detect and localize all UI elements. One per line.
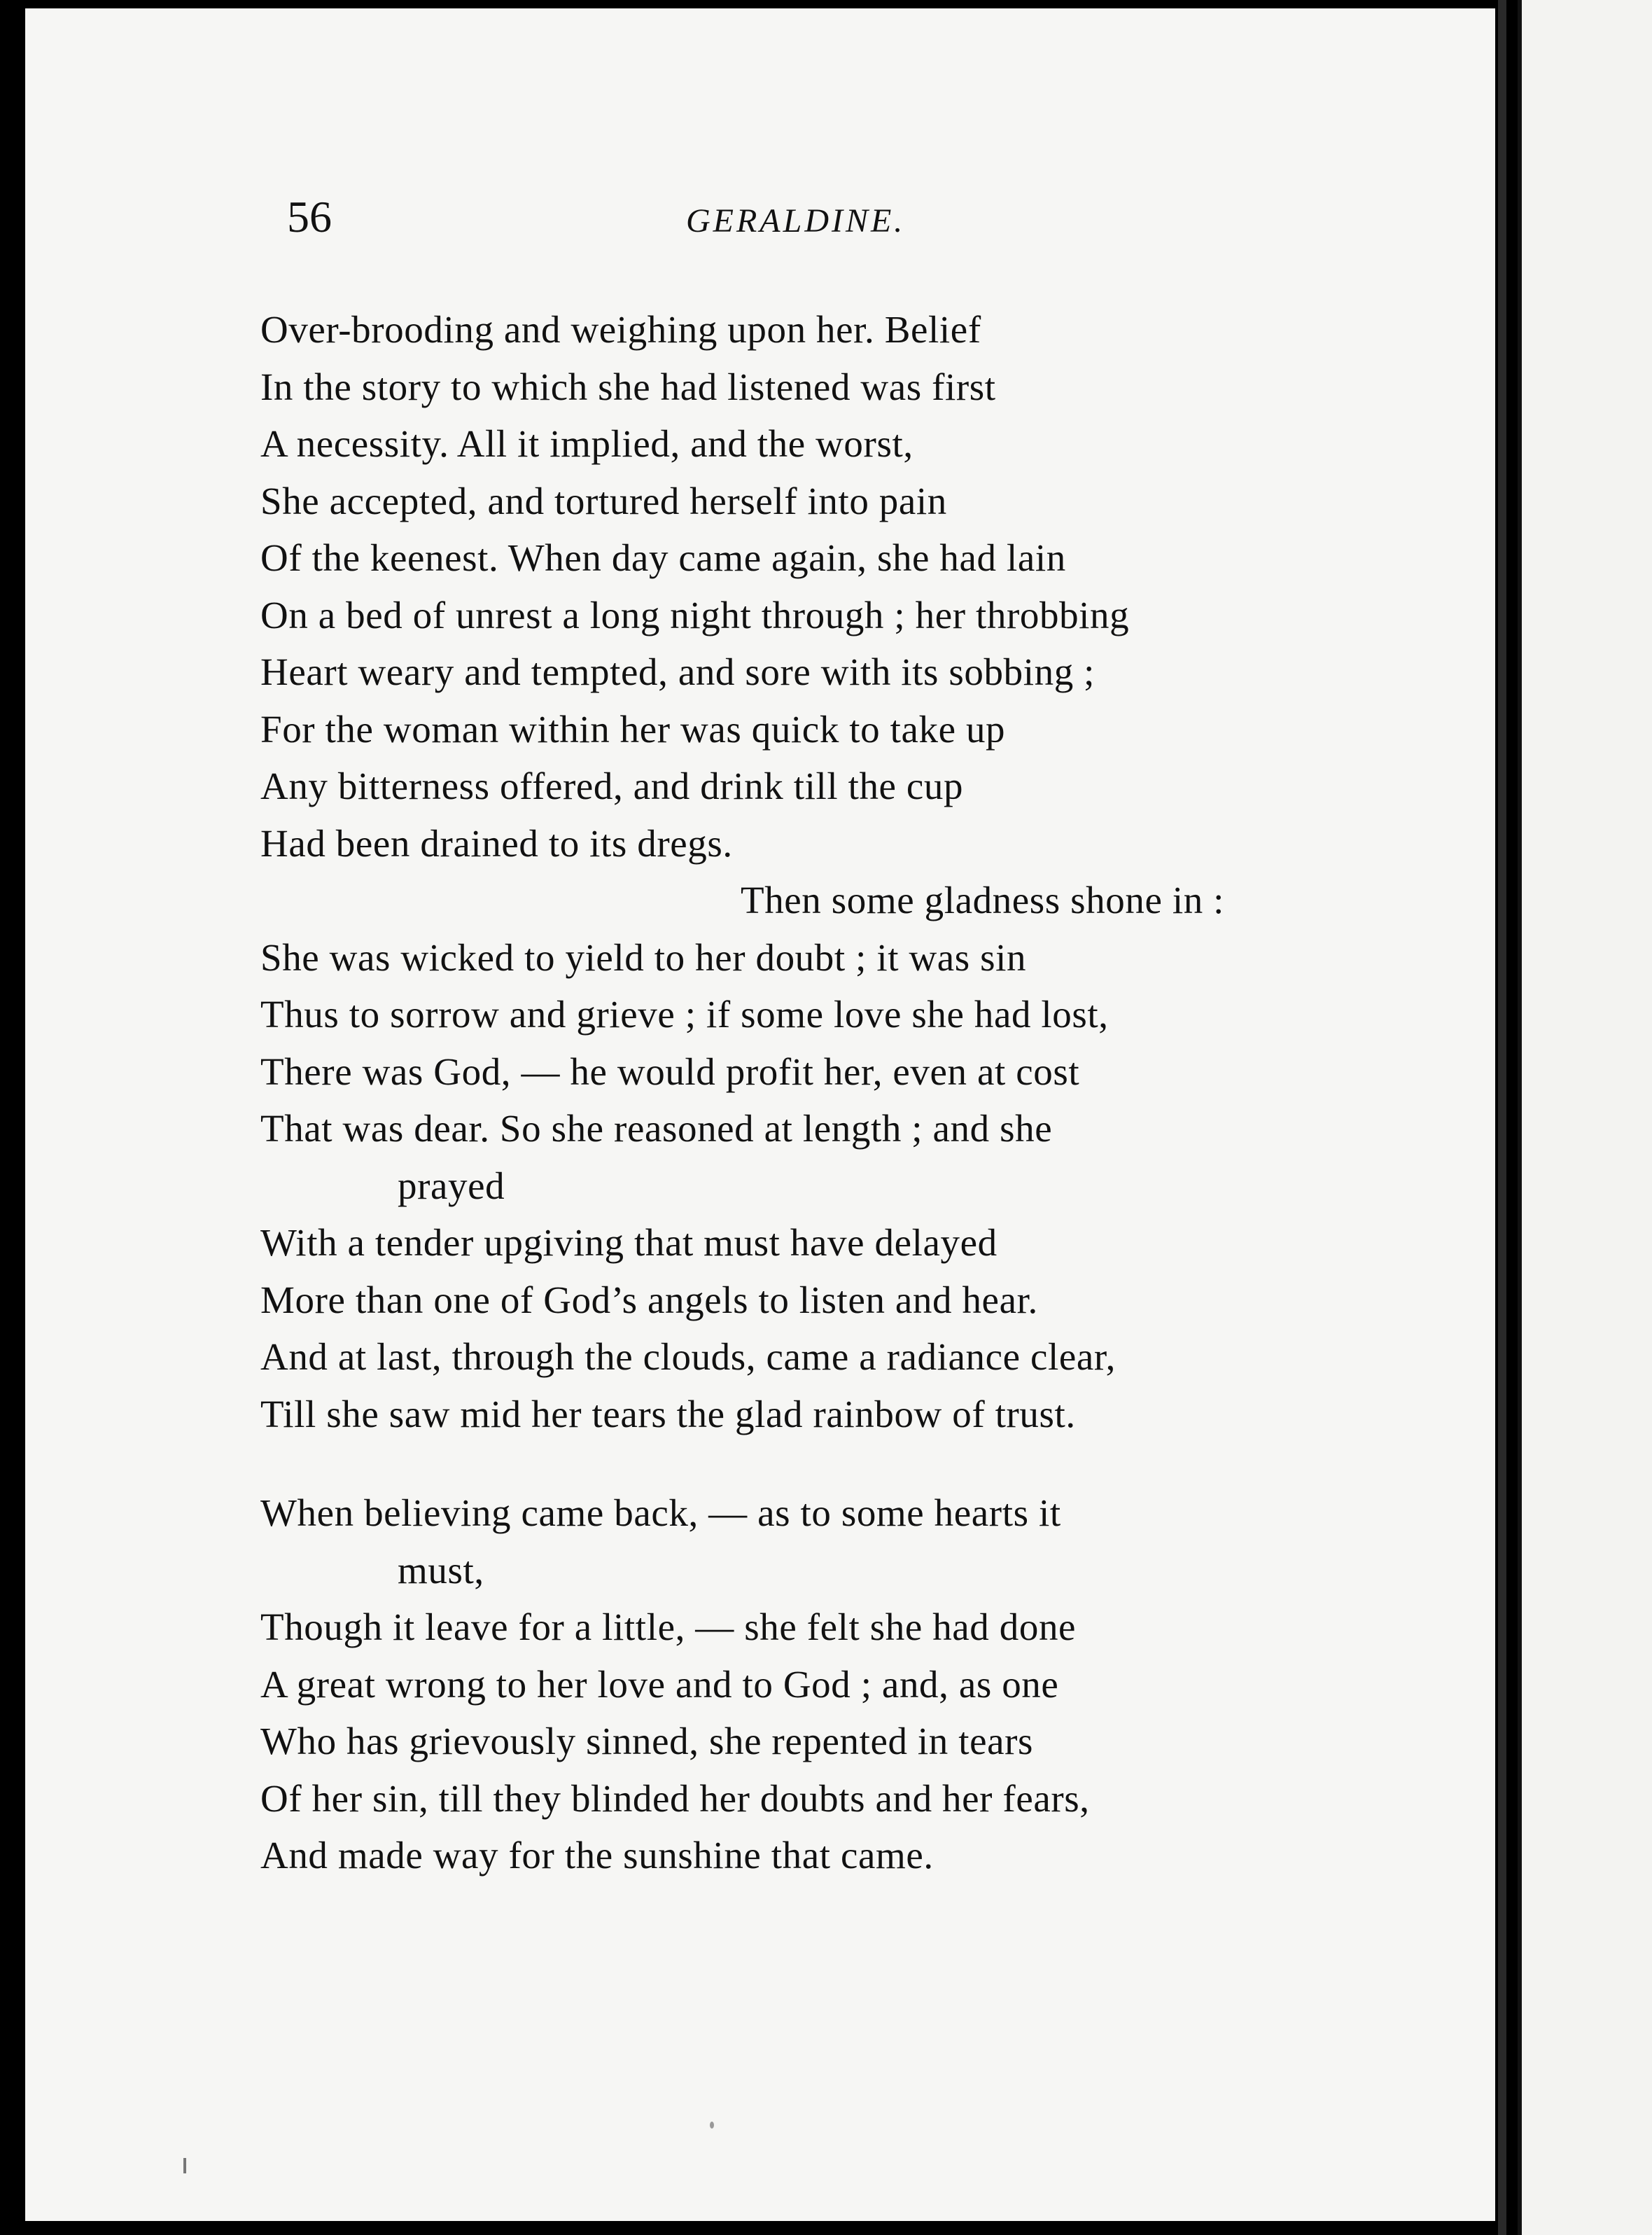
verse-line: She accepted, and tortured herself into pain xyxy=(260,479,947,522)
stanza xyxy=(260,301,1352,1442)
verse-line: That was dear. So she reasoned at length ; and she xyxy=(260,1107,1053,1150)
page-number: 56 xyxy=(287,192,332,242)
verse-line: And made way for the sunshine that came. xyxy=(260,1834,934,1877)
verse-line: Though it leave for a little, — she felt she had done xyxy=(260,1606,1077,1648)
page-edge-shadow xyxy=(1498,0,1506,2235)
scan-speck xyxy=(710,2122,714,2129)
verse-line: Thus to sorrow and grieve ; if some love she had lost, xyxy=(260,993,1109,1036)
verse-line: Had been drained to its dregs. xyxy=(260,821,733,865)
verse-line: Of her sin, till they blinded her doubts and her fears, xyxy=(260,1776,1090,1820)
verse-line: When believing came back, — as to some hearts it xyxy=(260,1491,1061,1534)
stanza-break xyxy=(260,1442,1352,1484)
verse-line-continued: Then some gladness shone in : xyxy=(741,879,1225,921)
verse-line: Heart weary and tempted, and sore with its sobbing ; xyxy=(260,650,1096,693)
stanza xyxy=(260,1484,1352,1884)
verse-line: A great wrong to her love and to God ; and, as one xyxy=(260,1662,1059,1706)
verse-line: Over-brooding and weighing upon her. Belief xyxy=(260,308,981,351)
page-header xyxy=(287,192,1407,258)
verse-line: With a tender upgiving that must have delayed xyxy=(260,1221,997,1264)
verse-line: Till she saw mid her tears the glad rainbow of trust. xyxy=(260,1392,1076,1435)
verse-line: She was wicked to yield to her doubt ; it was sin xyxy=(260,935,1027,979)
adjacent-page-edge xyxy=(1518,0,1652,2235)
verse-line: Of the keenest. When day came again, she had lain xyxy=(260,536,1066,579)
scan-speck xyxy=(183,2158,186,2173)
verse-line: On a bed of unrest a long night through ; her throbbing xyxy=(260,593,1130,636)
verse-line: And at last, through the clouds, came a radiance clear, xyxy=(260,1335,1116,1378)
running-title: GERALDINE. xyxy=(686,202,906,239)
verse-line: For the woman within her was quick to take up xyxy=(260,707,1006,751)
verse-line: In the story to which she had listened was first xyxy=(260,365,996,408)
verse-line-turnover: must, xyxy=(398,1548,484,1592)
verse-line: More than one of God’s angels to listen and hear. xyxy=(260,1278,1038,1321)
verse-line: A necessity. All it implied, and the worst, xyxy=(260,422,913,465)
verse-line-turnover: prayed xyxy=(398,1164,505,1207)
verse-line: There was God, — he would profit her, even at cost xyxy=(260,1050,1080,1093)
verse-line: Any bitterness offered, and drink till the cup xyxy=(260,765,964,807)
verse-line: Who has grievously sinned, she repented in tears xyxy=(260,1720,1034,1762)
poem-body xyxy=(260,301,1352,1884)
